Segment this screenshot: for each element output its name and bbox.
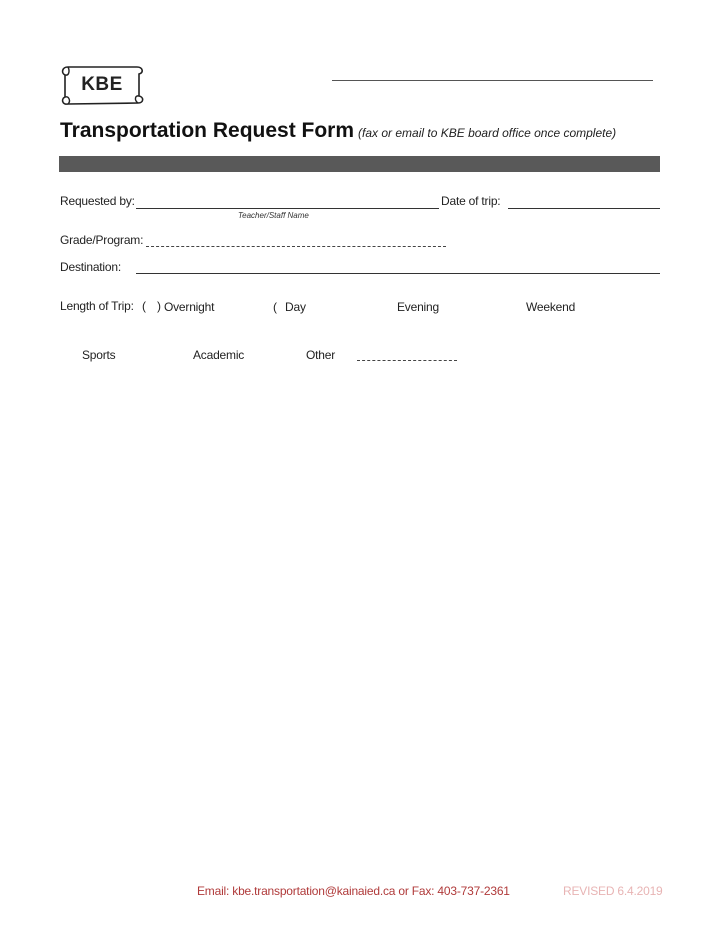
option-overnight: Overnight — [164, 300, 215, 314]
page-title — [60, 119, 616, 143]
option-weekend: Weekend — [526, 300, 576, 314]
form-subtitle: (fax or email to KBE board office once complete) — [358, 126, 617, 140]
option-other: Other — [306, 348, 336, 362]
section-divider-bar — [59, 156, 660, 172]
length-of-trip-label: Length of Trip: — [60, 299, 134, 313]
requested-by-label: Requested by: — [60, 194, 135, 208]
requested-by-hint: Teacher/Staff Name — [238, 211, 309, 220]
overnight-checkbox-open[interactable]: ( — [142, 299, 146, 313]
grade-program-field[interactable] — [146, 246, 446, 247]
revised-date: REVISED 6.4.2019 — [563, 884, 663, 898]
overnight-checkbox-close[interactable]: ) — [157, 299, 161, 313]
form-title: Transportation Request Form — [60, 119, 355, 142]
day-checkbox-open[interactable]: ( — [273, 300, 277, 314]
date-of-trip-field[interactable] — [508, 208, 660, 209]
signature-line[interactable] — [332, 80, 653, 81]
destination-field[interactable] — [136, 273, 660, 274]
grade-program-label: Grade/Program: — [60, 233, 144, 247]
other-specify-field[interactable] — [357, 360, 457, 361]
requested-by-field[interactable] — [136, 208, 439, 209]
destination-label: Destination: — [60, 260, 121, 274]
option-sports: Sports — [82, 348, 116, 362]
option-day: Day — [285, 300, 306, 314]
kbe-logo — [60, 63, 144, 107]
footer-contact: Email: kbe.transportation@kainaied.ca or Fax: 403-737-2361 — [197, 884, 510, 898]
date-of-trip-label: Date of trip: — [441, 194, 501, 208]
option-evening: Evening — [397, 300, 439, 314]
option-academic: Academic — [193, 348, 245, 362]
logo-text: KBE — [81, 74, 123, 95]
